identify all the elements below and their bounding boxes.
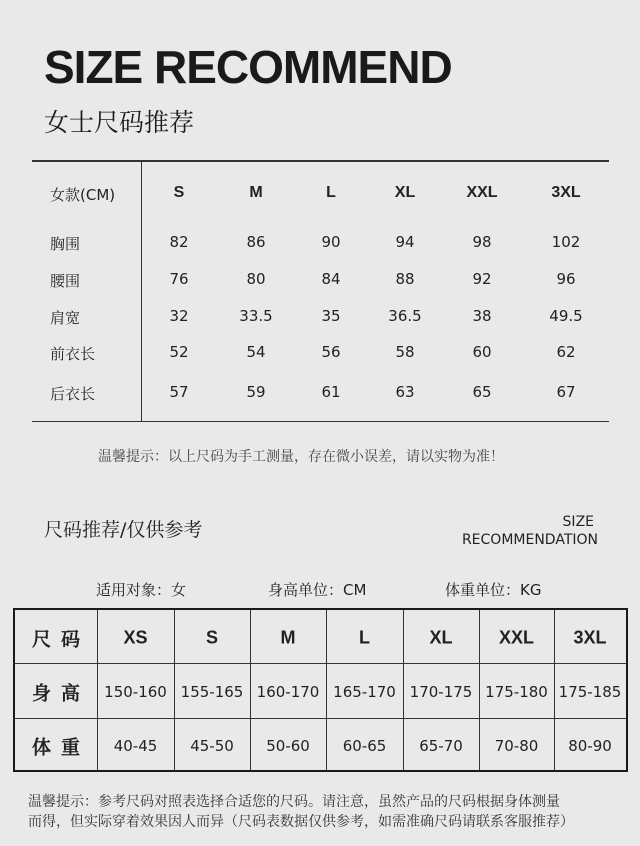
table-cell: 58	[395, 343, 415, 361]
row-label: 腰围	[50, 272, 81, 290]
row-label: 肩宽	[50, 309, 81, 327]
table-cell: 63	[395, 383, 415, 401]
column-divider	[403, 610, 404, 770]
table-cell: 62	[556, 343, 576, 361]
table-corner-label: 尺码	[31, 628, 91, 651]
table-cell: 76	[169, 270, 189, 288]
table-cell: 67	[556, 383, 576, 401]
table-cell: 96	[556, 270, 576, 288]
column-divider	[326, 610, 327, 770]
table-cell: 32	[169, 307, 189, 325]
size-column-header: L	[359, 627, 370, 648]
table-cell: 49.5	[549, 307, 583, 325]
size-column-header: S	[173, 184, 185, 201]
table-column-divider	[141, 162, 142, 421]
table-cell: 65	[472, 383, 492, 401]
table-cell: 160-170	[256, 683, 320, 701]
recommend-note-line1: 温馨提示：参考尺码对照表选择合适您的尺码。请注意，虽然产品的尺码根据身体测量	[28, 794, 560, 810]
table-cell: 60	[472, 343, 492, 361]
table-cell: 102	[551, 233, 581, 251]
page-subtitle: 女士尺码推荐	[44, 108, 195, 137]
recommend-label-line1: SIZE	[562, 514, 594, 530]
row-divider	[15, 663, 626, 664]
table-cell: 70-80	[494, 737, 539, 755]
table-cell: 155-165	[180, 683, 244, 701]
row-label: 前衣长	[50, 345, 96, 363]
row-label: 体重	[31, 736, 91, 759]
table-cell: 35	[321, 307, 341, 325]
size-recommend-table	[13, 608, 628, 772]
table-cell: 54	[246, 343, 266, 361]
size-column-header: XL	[429, 627, 453, 648]
size-column-header: 3XL	[551, 184, 581, 201]
table-cell: 90	[321, 233, 341, 251]
table-cell: 86	[246, 233, 266, 251]
column-divider	[174, 610, 175, 770]
table-cell: 65-70	[419, 737, 463, 755]
table-cell: 84	[321, 270, 341, 288]
height-unit-label: 身高单位：CM	[268, 581, 367, 599]
table-cell: 61	[321, 383, 341, 401]
table-cell: 56	[321, 343, 341, 361]
table-cell: 98	[472, 233, 492, 251]
table-cell: 52	[169, 343, 189, 361]
column-divider	[479, 610, 480, 770]
table-cell: 175-185	[558, 683, 622, 701]
table-cell: 170-175	[409, 683, 473, 701]
recommend-note-line2: 而得，但实际穿着效果因人而异（尺码表数据仅供参考，如需准确尺码请联系客服推荐）	[28, 814, 574, 830]
row-divider	[15, 718, 626, 719]
table-cell: 50-60	[266, 737, 310, 755]
table-cell: 150-160	[104, 683, 167, 701]
column-divider	[554, 610, 555, 770]
table-cell: 82	[169, 233, 189, 251]
table-cell: 175-180	[485, 683, 548, 701]
table-cell: 80-90	[568, 737, 612, 755]
table-cell: 60-65	[342, 737, 387, 755]
table-cell: 59	[246, 383, 266, 401]
measurement-note: 温馨提示：以上尺码为手工测量，存在微小误差，请以实物为准！	[98, 449, 504, 465]
size-column-header: L	[326, 184, 336, 201]
table-cell: 165-170	[333, 683, 396, 701]
size-column-header: XXL	[498, 627, 535, 648]
size-column-header: 3XL	[573, 627, 607, 648]
table-top-rule	[32, 160, 609, 162]
row-label: 后衣长	[50, 385, 96, 403]
table-cell: 40-45	[113, 737, 158, 755]
table-cell: 45-50	[190, 737, 234, 755]
weight-unit-label: 体重单位：KG	[445, 581, 542, 599]
recommend-label-line2: RECOMMENDATION	[461, 532, 598, 548]
size-column-header: M	[249, 184, 263, 201]
table-cell: 36.5	[388, 307, 422, 325]
table-bottom-rule	[32, 421, 609, 422]
table-cell: 38	[472, 307, 492, 325]
table-cell: 94	[395, 233, 415, 251]
size-column-header: M	[280, 627, 296, 648]
table-cell: 92	[472, 270, 492, 288]
row-label: 身高	[31, 682, 91, 705]
size-column-header: XXL	[466, 184, 498, 201]
table-cell: 57	[169, 383, 189, 401]
table-cell: 33.5	[239, 307, 273, 325]
row-label: 胸围	[50, 235, 81, 253]
column-divider	[250, 610, 251, 770]
table-cell: 88	[395, 270, 415, 288]
table-corner-label: 女款(CM)	[50, 186, 116, 204]
page-title: SIZE RECOMMEND	[44, 41, 452, 93]
size-column-header: XL	[394, 184, 416, 201]
size-column-header: S	[205, 627, 219, 648]
column-divider	[97, 610, 98, 770]
size-column-header: XS	[123, 627, 148, 648]
recommend-title: 尺码推荐/仅供参考	[44, 519, 203, 541]
table-cell: 80	[246, 270, 266, 288]
target-label: 适用对象：女	[96, 581, 187, 599]
